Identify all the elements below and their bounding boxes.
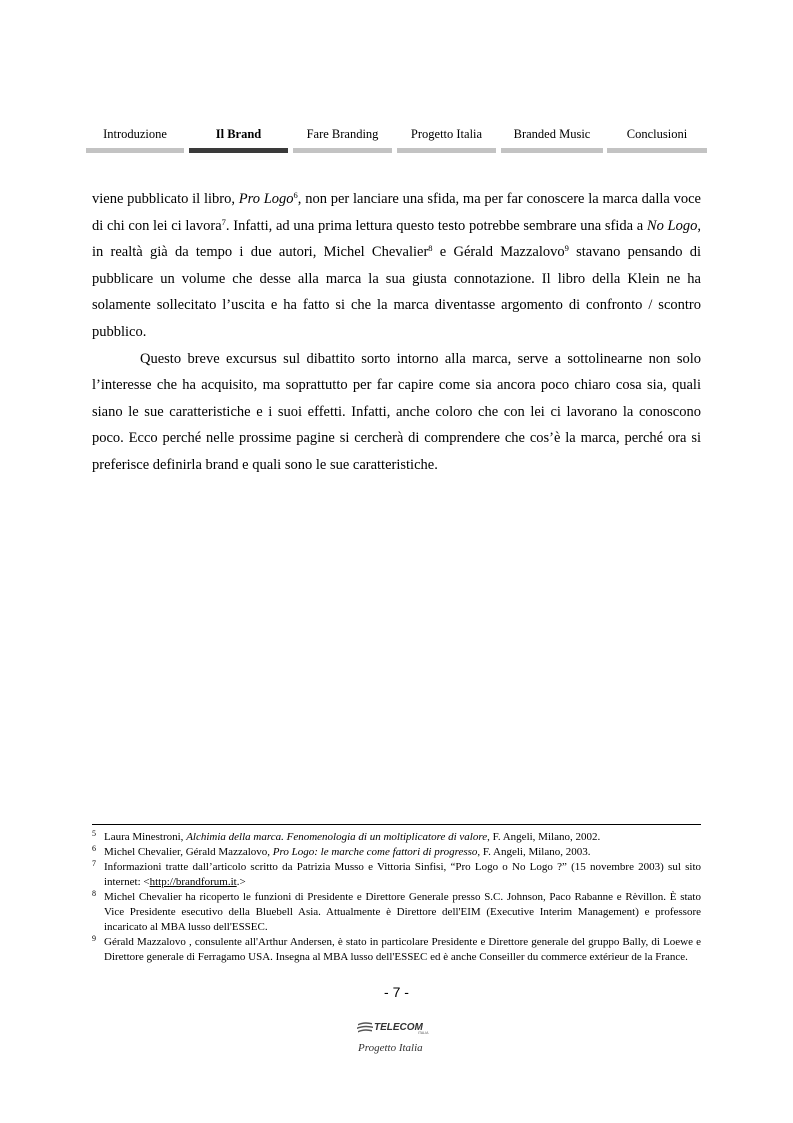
footnote-ref[interactable]: 9 [564,243,569,254]
text-run: stavano pensando di pubblicare un volume che desse alla marca la sua giusta connotazione. Il libro della Klein ne ha solamente sollecitato l’uscita e ha fatto si che la marca diventasse argomento di confronto / scontro pubblico. [92,244,701,340]
paragraph-1 [92,186,701,346]
text-run: , F. Angeli, Milano, 2003. [477,846,591,858]
tab-fare-branding[interactable] [293,126,392,156]
tab-label: Conclusioni [626,127,688,141]
text-run: . Infatti, ad una prima lettura questo testo potrebbe sembrare una sfida a [225,217,647,234]
text-run: Informazioni tratte dall’articolo scritto da Patrizia Musso e Vittoria Sinfisi, “Pro Logo o No Logo ?” (15 novembre 2003) sul sito internet: < [104,861,701,888]
tab-conclusioni[interactable] [607,126,707,156]
text-run: Michel Chevalier, Gérald Mazzalovo, [104,846,273,858]
tab-label: Fare Branding [306,127,379,141]
footnote-ref[interactable]: 8 [428,243,433,254]
text-run: Michel Chevalier ha ricoperto le funzioni di Presidente e Direttore Generale presso S.C. Johnson, Paco Rabanne e Rèvillon. È stato Vice Presidente esecutivo della Bluebell Asia. Attualmente è Direttore dell'EIM (Executive Interim Management) e professore incaricato al MBA lusso dell'ESSEC. [104,891,701,933]
book-title: Pro Logo: le marche come fattori di progresso [272,846,478,858]
logo-sub-text: ITALIA [418,1031,429,1035]
footnotes [92,830,701,965]
tab-bar [607,148,707,153]
body-text [92,186,701,479]
logo-brand-text: TELECOM [374,1022,423,1033]
tab-progetto-italia[interactable] [397,126,496,156]
page-number: - 7 - [384,984,409,1000]
text-run: , in realtà già da tempo i due autori, Michel Chevalier [92,217,701,261]
text-run: Gérald Mazzalovo , consulente all'Arthur Andersen, è stato in particolare Presidente e Direttore generale del gruppo Bally, di Loewe e Direttore generale di Ferragamo USA. Insegna al MBA lusso dell'ESSEC ed è anche Conseiller du commerce extérieur de la France. [104,936,701,963]
logo-caption: Progetto Italia [358,1042,423,1054]
footnote-separator [92,824,701,825]
tab-il-brand[interactable] [189,126,288,156]
telecom-logo-icon [356,1018,438,1058]
telecom-progetto-italia-logo [356,1018,438,1058]
text-run: e Gérald Mazzalovo [432,244,565,261]
text-run: .> [236,876,246,888]
tab-introduzione[interactable] [86,126,184,156]
tab-bar [293,148,392,153]
tab-bar [501,148,603,153]
text-run: , non per lanciare una sfida, ma per far conoscere la marca dalla voce di chi con lei ci lavora [92,191,701,234]
footnote-9: 9 Gérald Mazzalovo , consulente all'Arthur Andersen, è stato in particolare Presidente e Direttore generale del gruppo Bally, di Loewe e Direttore generale di Ferragamo USA. Insegna al MBA lusso dell'ESSEC ed è anche Conseiller du commerce extérieur de la France. [92,934,701,963]
tab-label: Il Brand [215,127,262,141]
footnote-ref[interactable]: 7 [221,216,226,227]
text-run: viene pubblicato il libro, [92,191,239,207]
tab-bar [397,148,496,153]
footnote-5: 5 Laura Minestroni, Alchimia della marca. Fenomenologia di un moltiplicatore di valore, F. Angeli, Milano, 2002. [92,829,601,843]
footnote-6: 6 Michel Chevalier, Gérald Mazzalovo, Pro Logo: le marche come fattori di progresso, F. Angeli, Milano, 2003. [92,844,591,858]
tab-bar [86,148,184,153]
book-title: Alchimia della marca. Fenomenologia di un moltiplicatore di valore [186,831,488,843]
tab-bar-active [189,148,288,153]
book-title: Pro Logo [238,191,294,207]
footnote-8: 8 Michel Chevalier ha ricoperto le funzioni di Presidente e Direttore Generale presso S.C. Johnson, Paco Rabanne e Rèvillon. È stato Vice Presidente esecutivo della Bluebell Asia. Attualmente è Direttore dell'EIM (Executive Interim Management) e professore incaricato al MBA lusso dell'ESSEC. [92,889,701,933]
book-title: No Logo [646,217,698,234]
brandforum-link[interactable]: http://brandforum.it [149,876,237,888]
text-run: , F. Angeli, Milano, 2002. [487,831,601,843]
paragraph-2: Questo breve excursus sul dibattito sorto intorno alla marca, serve a sottolinearne non solo l’interesse che ha acquisito, ma soprattutto per far capire come sia ancora poco chiaro cosa sia, quali siano le sue caratteristiche e i suoi effetti. Infatti, anche coloro che con lei ci lavorano la conoscono poco. Ecco perché nelle prossime pagine si cercherà di comprendere che cos’è la marca, perché ora si preferisce definirla brand e quali sono le sue caratteristiche. [92,350,701,473]
tab-branded-music[interactable] [501,126,603,156]
chapter-nav [86,126,707,156]
text-run: Laura Minestroni, [104,831,187,843]
tab-label: Branded Music [513,127,591,141]
tab-label: Introduzione [103,127,167,141]
footnote-ref[interactable]: 6 [293,190,298,200]
footnote-7: 7 Informazioni tratte dall’articolo scritto da Patrizia Musso e Vittoria Sinfisi, “Pro Logo o No Logo ?” (15 novembre 2003) sul sito internet: <http://brandforum.it.> [92,859,701,888]
tab-label: Progetto Italia [410,127,483,141]
